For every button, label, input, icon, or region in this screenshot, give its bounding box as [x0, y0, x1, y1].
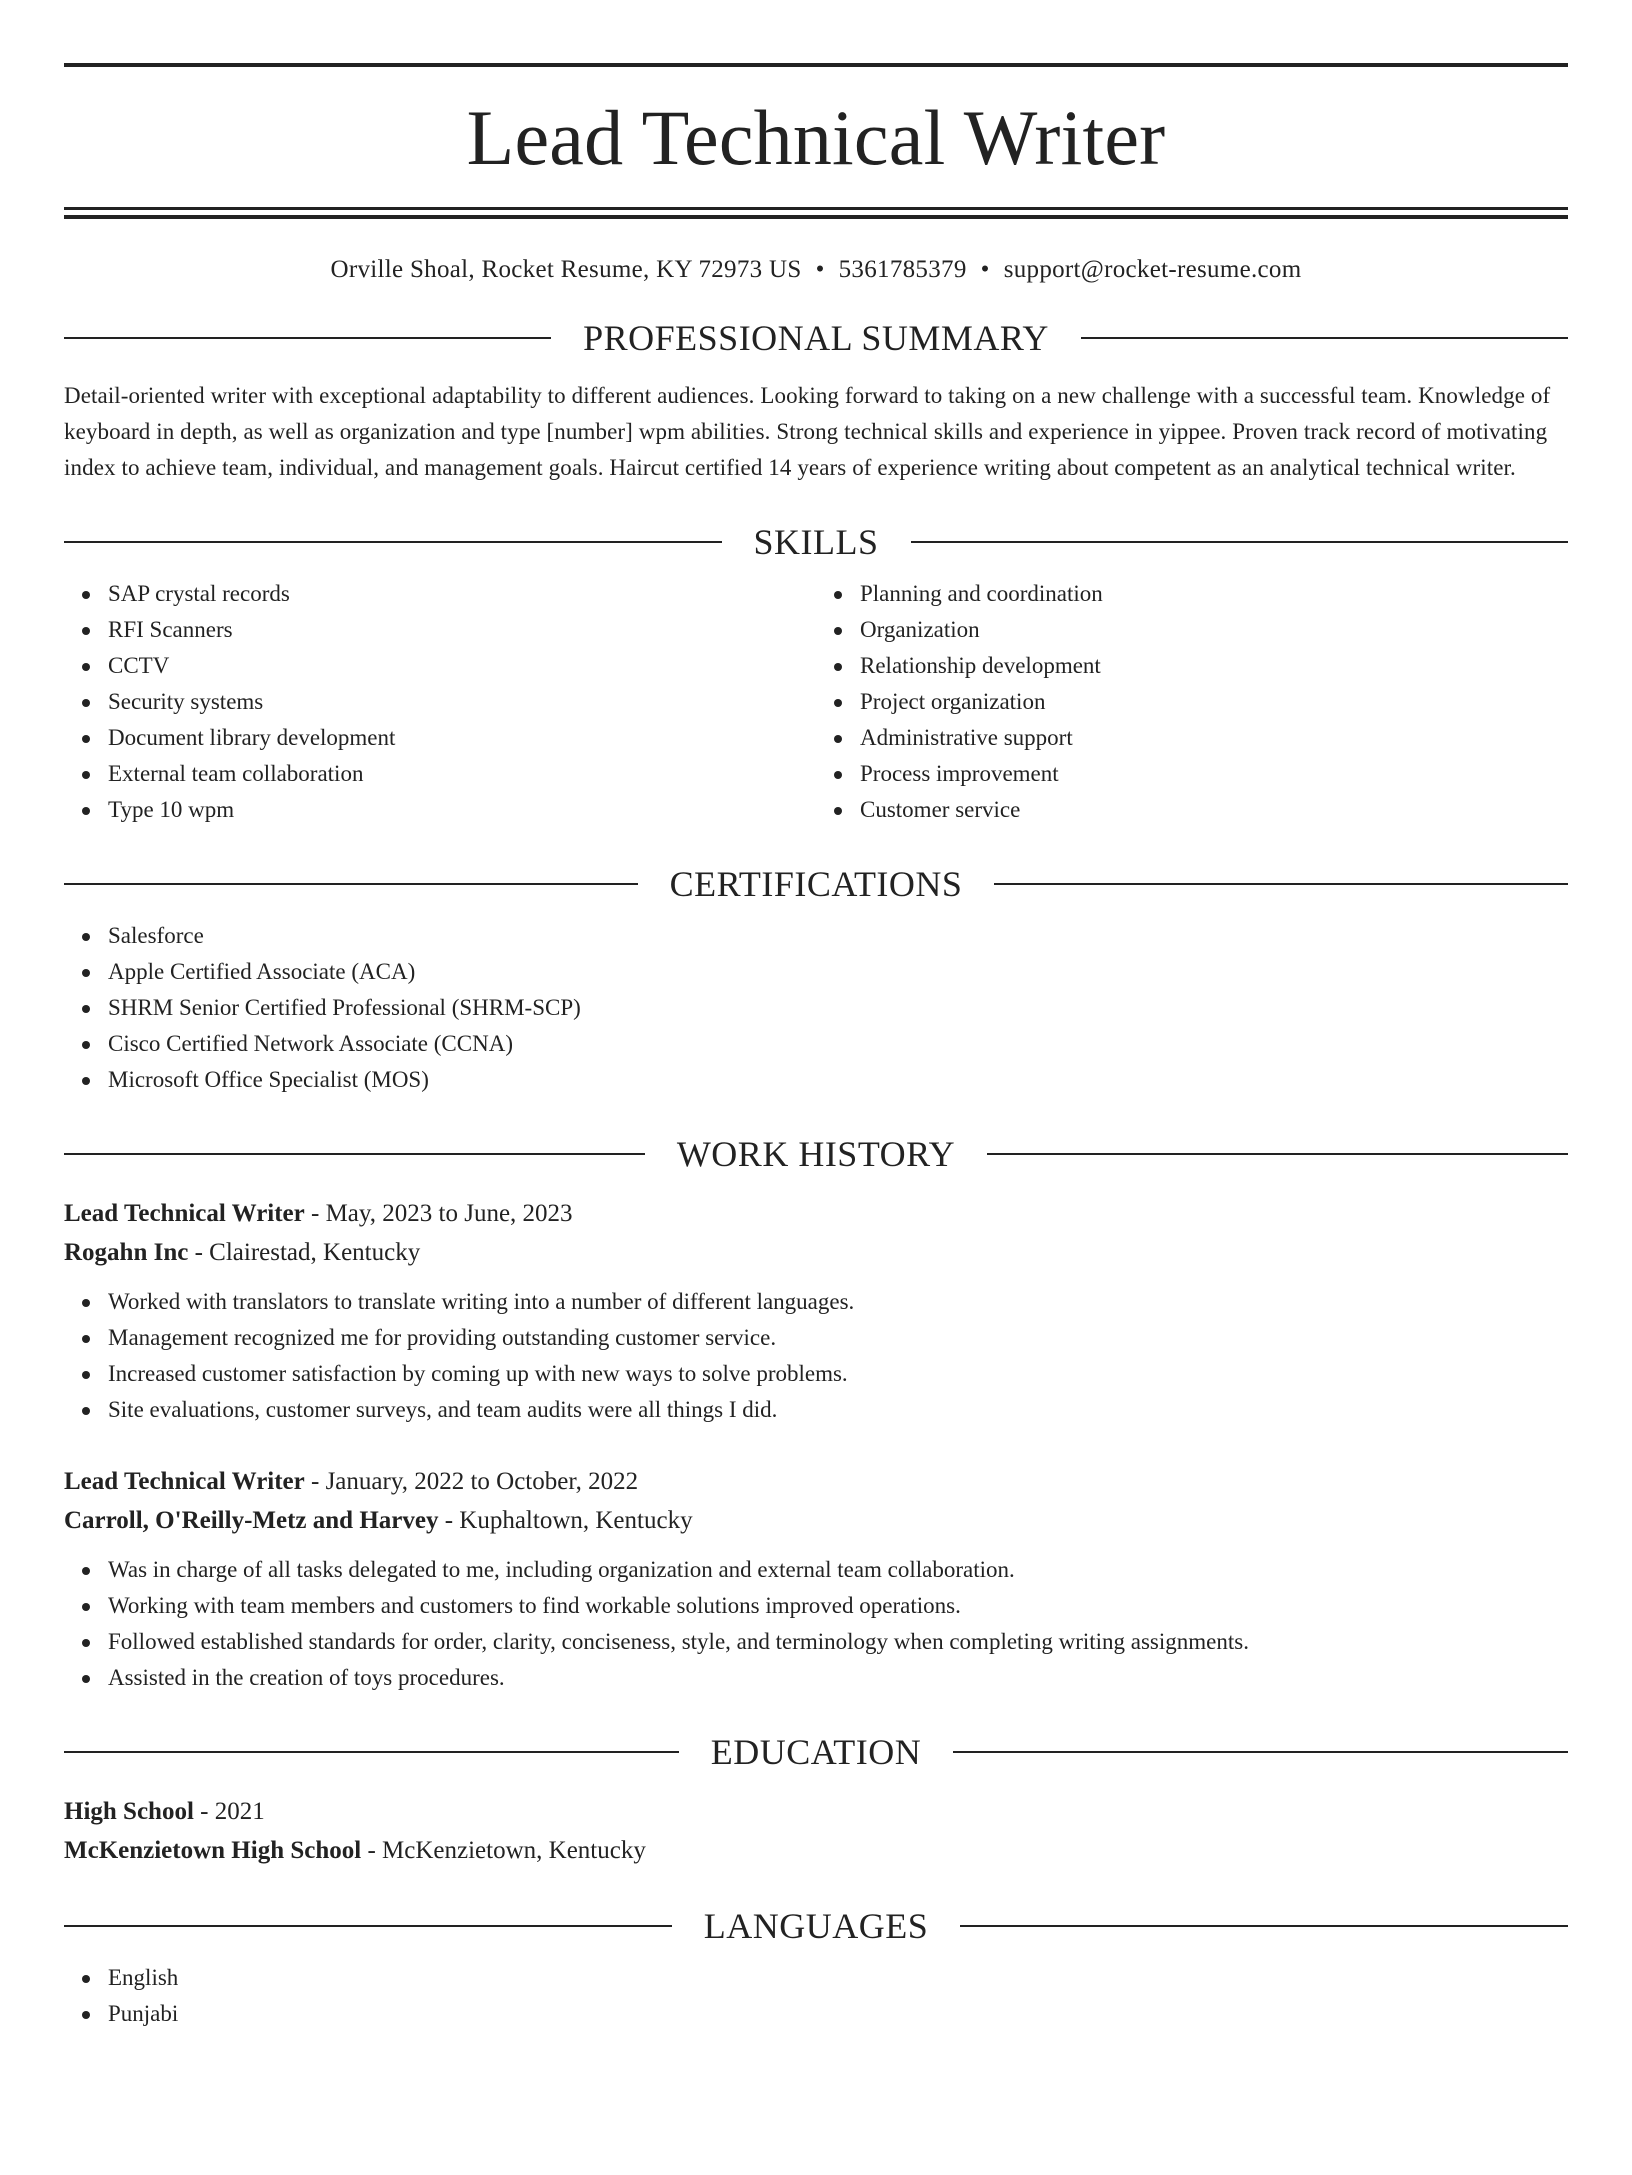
job-company: Carroll, O'Reilly-Metz and Harvey — [64, 1507, 439, 1534]
skill-item: Security systems — [108, 684, 816, 720]
heading-rule — [64, 883, 638, 885]
job-duty-item: Followed established standards for order, clarity, conciseness, style, and terminology when completing writing assignments. — [108, 1624, 1568, 1660]
certification-item: Microsoft Office Specialist (MOS) — [108, 1062, 1568, 1098]
language-item: English — [108, 1960, 1568, 1996]
heading-rule — [64, 337, 551, 339]
heading-rule — [994, 883, 1568, 885]
resume-page — [0, 63, 1632, 2175]
skill-item: Administrative support — [860, 720, 1568, 756]
summary-text: Detail-oriented writer with exceptional adaptability to different audiences. Looking forward to taking on a new challenge with a successful team. Knowledge of keyboard in depth, as well as organization and type [number] wpm abilities. Strong technical skills and experience in yippee. Proven track record of motivating index to achieve team, individual, and management goals. Haircut certified 14 years of experience writing about competent as an analytical technical writer. — [64, 383, 1551, 480]
job-title: Lead Technical Writer — [64, 1468, 305, 1495]
heading-rule — [64, 1751, 679, 1753]
job-duties — [64, 1284, 1568, 1428]
contact-separator: • — [980, 256, 990, 283]
job-duty-item: Management recognized me for providing outstanding customer service. — [108, 1320, 1568, 1356]
job-company-line — [64, 1501, 1568, 1540]
contact-phone: 5361785379 — [838, 256, 967, 283]
job-duty-item: Site evaluations, customer surveys, and team audits were all things I did. — [108, 1392, 1568, 1428]
job-title-line — [64, 1462, 1568, 1501]
section-title: SKILLS — [753, 522, 879, 562]
job-location: - Clairestad, Kentucky — [188, 1239, 421, 1266]
heading-rule — [1081, 337, 1568, 339]
job-dates: - January, 2022 to October, 2022 — [304, 1468, 639, 1495]
section-heading-languages — [64, 1908, 1568, 1944]
job-entry — [64, 1194, 1568, 1428]
job-duty-item: Was in charge of all tasks delegated to me, including organization and external team collaboration. — [108, 1552, 1568, 1588]
heading-rule — [987, 1153, 1568, 1155]
languages-list — [64, 1960, 1568, 2032]
heading-rule — [64, 1925, 672, 1927]
education-school-line — [64, 1831, 1568, 1870]
job-title-line — [64, 1194, 1568, 1233]
contact-email[interactable]: support@rocket-resume.com — [1003, 256, 1302, 283]
skill-item: Document library development — [108, 720, 816, 756]
job-duty-item: Increased customer satisfaction by coming up with new ways to solve problems. — [108, 1356, 1568, 1392]
heading-rule — [960, 1925, 1568, 1927]
job-duty-item: Working with team members and customers to find workable solutions improved operations. — [108, 1588, 1568, 1624]
certification-item: Cisco Certified Network Associate (CCNA) — [108, 1026, 1568, 1062]
skill-item: Organization — [860, 612, 1568, 648]
job-duty-item: Worked with translators to translate writing into a number of different languages. — [108, 1284, 1568, 1320]
certification-item: Salesforce — [108, 918, 1568, 954]
skill-item: Relationship development — [860, 648, 1568, 684]
certification-item: SHRM Senior Certified Professional (SHRM-SCP) — [108, 990, 1568, 1026]
section-title: PROFESSIONAL SUMMARY — [583, 318, 1049, 358]
contact-line — [64, 257, 1568, 282]
job-dates: - May, 2023 to June, 2023 — [304, 1200, 573, 1227]
top-rule — [64, 63, 1568, 67]
heading-rule — [64, 1153, 645, 1155]
section-heading-education — [64, 1734, 1568, 1770]
skills-list-right — [816, 576, 1568, 828]
job-duties — [64, 1552, 1568, 1696]
skill-item: Project organization — [860, 684, 1568, 720]
skill-item: Process improvement — [860, 756, 1568, 792]
education-school: McKenzietown High School — [64, 1837, 362, 1864]
job-duty-item: Assisted in the creation of toys procedures. — [108, 1660, 1568, 1696]
title-double-rule — [64, 207, 1568, 219]
skill-item: SAP crystal records — [108, 576, 816, 612]
skill-item: CCTV — [108, 648, 816, 684]
skills-list-left — [64, 576, 816, 828]
section-title: WORK HISTORY — [676, 1134, 956, 1174]
education-year: - 2021 — [193, 1798, 265, 1825]
job-company: Rogahn Inc — [64, 1239, 189, 1266]
certifications-list — [64, 918, 1568, 1098]
education-degree-line — [64, 1792, 1568, 1831]
section-heading-certifications — [64, 866, 1568, 902]
section-heading-summary — [64, 320, 1568, 356]
section-heading-skills — [64, 524, 1568, 560]
job-entry — [64, 1462, 1568, 1696]
education-entry — [64, 1792, 1568, 1870]
contact-address: Orville Shoal, Rocket Resume, KY 72973 US — [330, 256, 802, 283]
section-heading-work-history — [64, 1136, 1568, 1172]
heading-rule — [911, 541, 1569, 543]
heading-rule — [953, 1751, 1568, 1753]
contact-separator: • — [815, 256, 825, 283]
skill-item: Type 10 wpm — [108, 792, 816, 828]
skill-item: External team collaboration — [108, 756, 816, 792]
resume-title: Lead Technical Writer — [466, 94, 1166, 181]
job-company-line — [64, 1233, 1568, 1272]
skill-item: Customer service — [860, 792, 1568, 828]
certification-item: Apple Certified Associate (ACA) — [108, 954, 1568, 990]
education-location: - McKenzietown, Kentucky — [361, 1837, 646, 1864]
job-title: Lead Technical Writer — [64, 1200, 305, 1227]
heading-rule — [64, 541, 722, 543]
section-title: CERTIFICATIONS — [669, 864, 963, 904]
section-title: LANGUAGES — [703, 1906, 929, 1946]
job-location: - Kuphaltown, Kentucky — [438, 1507, 693, 1534]
skills-columns — [64, 560, 1568, 828]
skill-item: RFI Scanners — [108, 612, 816, 648]
skill-item: Planning and coordination — [860, 576, 1568, 612]
education-degree: High School — [64, 1798, 194, 1825]
section-title: EDUCATION — [710, 1732, 922, 1772]
language-item: Punjabi — [108, 1996, 1568, 2032]
